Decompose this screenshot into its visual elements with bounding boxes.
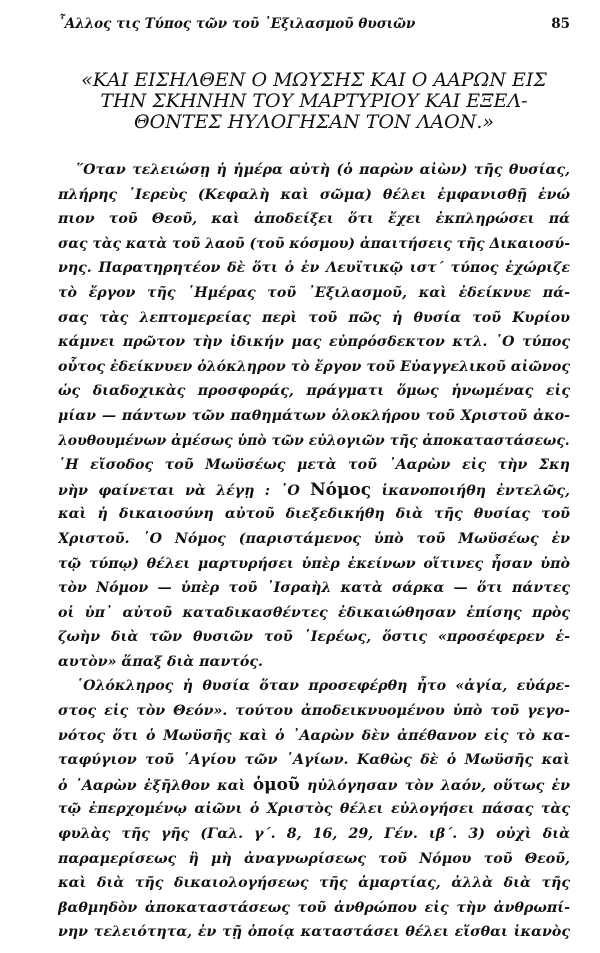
text-line: τῷ τύπῳ) θέλει μαρτυρήσει ὑπὲρ ἐκείνων οἵτινες ἦσαν ὑπὸ xyxy=(58,555,570,572)
section-heading xyxy=(58,70,570,133)
text-line: ταφύγιον τοῦ ῾Αγίου τῶν ῾Αγίων. Καθὼς δὲ ὁ Μωϋσῆς καὶ xyxy=(58,752,570,769)
running-head-title: ῏Αλλος τις Τύπος τῶν τοῦ ᾿Εξιλασμοῦ θυσιῶν xyxy=(58,16,416,32)
text-line-with-emphasis xyxy=(58,773,570,798)
text-line: Χριστοῦ. ῾Ο Νόμος (παριστάμενος ὑπὸ τοῦ Μωϋσέως ἐν xyxy=(58,530,570,547)
text-fragment: νὴν φαίνεται νὰ λέγῃ : xyxy=(58,482,270,499)
text-line: τῷ ἐπερχομένῳ αἰῶνι ὁ Χριστὸς θέλει εὐλογήσει πάσας τὰς xyxy=(58,801,570,818)
text-line: οὗτος ἐδείκνυεν ὁλόκληρον τὸ ἔργον τοῦ Εὐαγγελικοῦ αἰῶνος xyxy=(58,358,570,375)
text-line: οἱ ὑπ᾿ αὐτοῦ καταδικασθέντες ἐδικαιώθησαν ἐπίσης πρὸς xyxy=(58,604,570,621)
text-line: πλήρης ῾Ιερεὺς (Κεφαλὴ καὶ σῶμα) θέλει ἐμφανισθῇ ἐνώ xyxy=(58,186,570,203)
text-line: πιον τοῦ Θεοῦ, καὶ ἀποδείξει ὅτι ἔχει ἐκπληρώσει πά xyxy=(58,211,570,228)
heading-line: ΤΗΝ ΣΚΗΝΗΝ ΤΟΥ ΜΑΡΤΥΡΙΟΥ ΚΑΙ ΕΞΕΛ- xyxy=(100,90,528,112)
text-line: ζωὴν διὰ τῶν θυσιῶν τοῦ ῾Ιερέως, ὅστις «προσέφερεν ἑ- xyxy=(58,629,570,646)
emphasized-word: Νόμος xyxy=(310,479,372,500)
text-line: ῾Ολόκληρος ἡ θυσία ὅταν προσεφέρθη ἦτο «ἁγία, εὐάρε- xyxy=(76,678,570,695)
text-line: σας τὰς κατὰ τοῦ λαοῦ (τοῦ κόσμου) ἀπαιτήσεις τῆς Δικαιοσύ- xyxy=(58,235,570,252)
text-line: ῾Η εἴσοδος τοῦ Μωϋσέως μετὰ τοῦ ᾿Ααρὼν εἰς τὴν Σκη xyxy=(58,457,570,474)
text-line: κάμνει πρῶτον τὴν ἰδικήν μας εὐπρόσδεκτον κτλ. ῾Ο τύπος xyxy=(58,334,570,351)
text-line: ῞Οταν τελειώσῃ ἡ ἡμέρα αὐτὴ (ὁ παρὼν αἰὼν) τῆς θυσίας, xyxy=(76,162,570,178)
text-line: νης. Παρατηρητέον δὲ ὅτι ὁ ἐν Λευϊτικῷ ιστ΄ τύπος ἐχώριζε xyxy=(58,260,570,277)
body-text xyxy=(58,158,570,945)
text-line-with-emphasis: νὴν φαίνεται νὰ λέγῃ : ᾿Ο Νόμος ἱκανοποιήθη ἐντελῶς, xyxy=(58,479,570,500)
text-line: ὡς διαδοχικὰς προσφοράς, πράγματι ὅμως ἡνωμένας εἰς xyxy=(58,383,570,400)
running-head xyxy=(58,14,570,36)
page-number: 85 xyxy=(551,16,570,32)
text-line: φυλὰς τῆς γῆς (Γαλ. γ΄. 8, 16, 29, Γέν. ιβ΄. 3) οὐχὶ διὰ xyxy=(58,826,570,843)
text-line: τὸν Νόμον — ὑπὲρ τοῦ ᾿Ισραὴλ κατὰ σάρκα — ὅτι πάντες xyxy=(58,580,570,597)
text-line: νην τελειότητα, ἐν τῇ ὁποίᾳ καταστάσει θέλει εἴσθαι ἱκανὸς xyxy=(58,924,570,941)
text-line: σας τὰς λεπτομερείας περὶ τοῦ πῶς ἡ θυσία τοῦ Κυρίου xyxy=(58,309,570,326)
text-line: αυτὸν» ἅπαξ διὰ παντός. xyxy=(58,653,263,670)
text-line: μίαν — πάντων τῶν παθημάτων ὁλοκλήρου τοῦ Χριστοῦ ἀκο- xyxy=(58,407,570,424)
text-fragment: ἱκανοποιήθη ἐντελῶς, xyxy=(381,482,570,499)
text-fragment: ὁ ᾿Ααρὼν ἐξῆλθον καὶ xyxy=(58,777,246,794)
text-line: στος εἰς τὸν Θεόν». τούτου ἀποδεικνυομένου ὑπὸ τοῦ γεγο- xyxy=(58,703,570,720)
heading-line: ΘΟΝΤΕΣ ΗΥΛΟΓΗΣΑΝ ΤΟΝ ΛΑΟΝ.» xyxy=(134,111,494,133)
text-line: παραμερίσεως ἢ μὴ ἀναγνωρίσεως τοῦ Νόμου τοῦ Θεοῦ, xyxy=(58,850,570,867)
text-line: βαθμηδὸν ἀποκαταστάσεως τοῦ ἀνθρώπου εἰς τὴν ἀνθρωπί- xyxy=(58,899,570,916)
text-line: καὶ ἡ δικαιοσύνη αὐτοῦ διεξεδικήθη διὰ τῆς θυσίας τοῦ xyxy=(58,506,570,523)
text-line: λουθουμένων ἀμέσως ὑπὸ τῶν εὐλογιῶν τῆς ἀποκαταστάσεως. xyxy=(58,432,570,449)
text-line: τὸ ἔργον τῆς ῾Ημέρας τοῦ ᾿Εξιλασμοῦ, καὶ ἐδείκνυε πά- xyxy=(58,284,570,301)
text-line: νότος ὅτι ὁ Μωϋσῆς καὶ ὁ ᾿Ααρὼν δὲν ἀπέθανον εἰς τὸ κα- xyxy=(58,727,570,744)
heading-line: «ΚΑΙ ΕΙΣΗΛΘΕΝ Ο ΜΩΥΣΗΣ ΚΑΙ Ο ΑΑΡΩΝ ΕΙΣ xyxy=(81,69,547,91)
text-line: καὶ διὰ τῆς δικαιολογήσεως τῆς ἁμαρτίας, ἀλλὰ διὰ τῆς xyxy=(58,875,570,892)
text-fragment: ηὐλόγησαν τὸν λαόν, οὕτως ἐν xyxy=(307,777,570,794)
emphasized-word: ὁμοῦ xyxy=(252,774,300,795)
